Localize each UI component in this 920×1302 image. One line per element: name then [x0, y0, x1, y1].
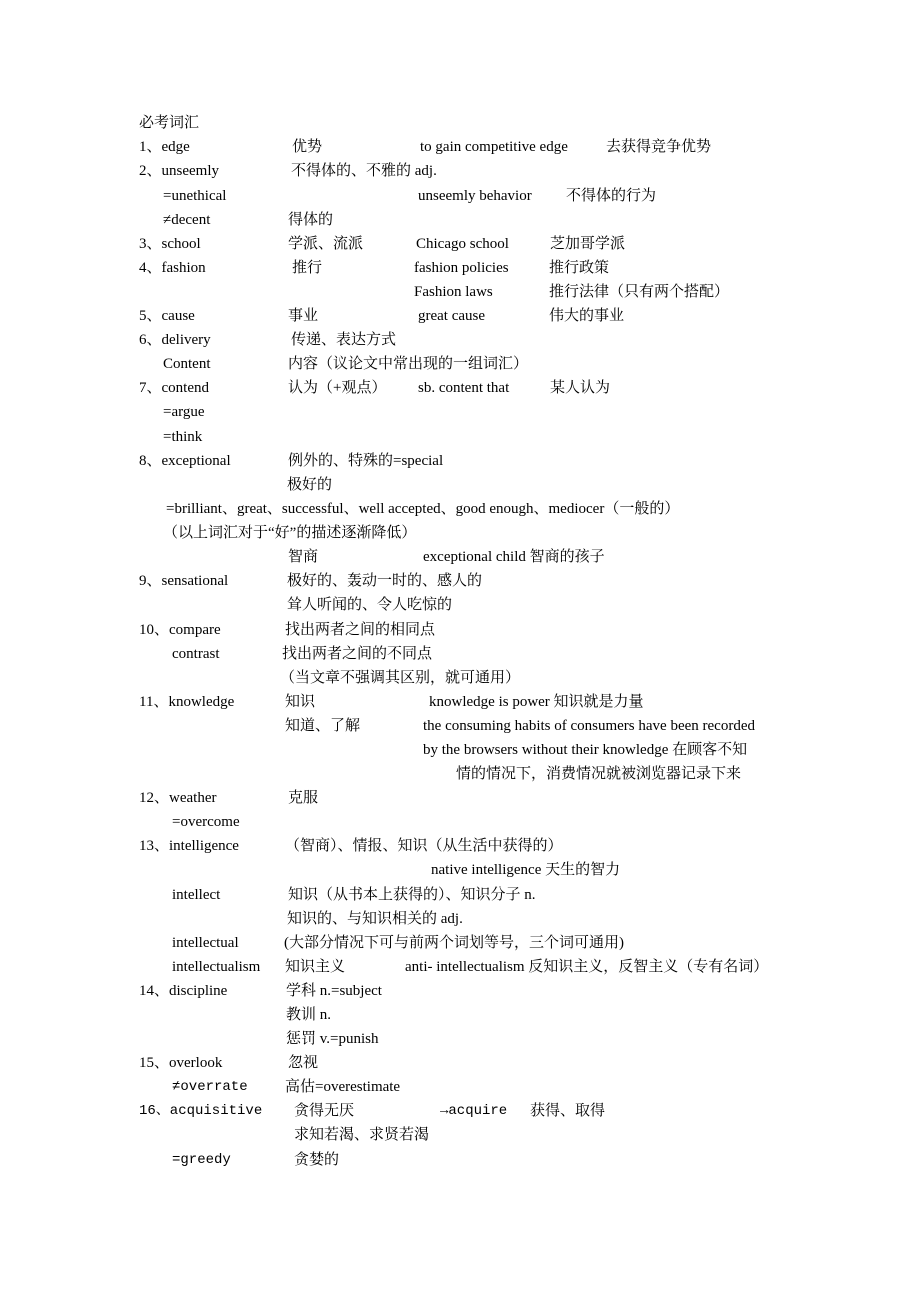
- entry-6-meaning: 传递、表达方式: [291, 332, 397, 348]
- entry-13-intellectualism-word: intellectualism: [172, 959, 261, 975]
- entry-2-phrase-meaning: 不得体的行为: [566, 188, 657, 204]
- entry-16-derived-meaning: 获得、取得: [530, 1103, 606, 1119]
- entry-8-synonym-line: =brilliant、great、successful、well accepted、good enough、mediocer（一般的）: [166, 501, 680, 517]
- entry-15-antonym: ≠overrate: [172, 1079, 248, 1095]
- entry-4-phrase-1-meaning: 推行政策: [549, 260, 610, 276]
- entry-7-phrase-meaning: 某人认为: [550, 380, 611, 396]
- entry-8-meaning-3: 智商: [288, 549, 319, 565]
- entry-11-word: 11、knowledge: [139, 694, 235, 710]
- entry-12-word: 12、weather: [139, 790, 217, 806]
- entry-13-intellect-word: intellect: [172, 887, 221, 903]
- entry-10-related-word: contrast: [172, 646, 220, 662]
- entry-11-meaning-2: 知道、了解: [285, 718, 361, 734]
- entry-14-meaning-2: 教训 n.: [286, 1007, 332, 1023]
- entry-2-antonym-meaning: 得体的: [288, 212, 334, 228]
- entry-1-meaning: 优势: [292, 139, 323, 155]
- entry-2-synonym: =unethical: [163, 188, 227, 204]
- entry-4-word: 4、fashion: [139, 260, 206, 276]
- entry-1-word: 1、edge: [139, 139, 190, 155]
- entry-2-phrase: unseemly behavior: [418, 188, 532, 204]
- entry-14-meaning-1: 学科 n.=subject: [286, 983, 382, 999]
- entry-1-phrase-meaning: 去获得竞争优势: [606, 139, 712, 155]
- entry-15-meaning: 忽视: [288, 1055, 319, 1071]
- entry-11-meaning-1: 知识: [285, 694, 316, 710]
- entry-3-phrase-meaning: 芝加哥学派: [550, 236, 626, 252]
- entry-2-meaning: 不得体的、不雅的 adj.: [291, 163, 437, 179]
- entry-13-phrase: native intelligence 天生的智力: [431, 862, 621, 878]
- entry-6-related-meaning: 内容（议论文中常出现的一组词汇）: [288, 356, 529, 372]
- entry-13-intellectual-word: intellectual: [172, 935, 239, 951]
- entry-8-word: 8、exceptional: [139, 453, 231, 469]
- entry-16-synonym: =greedy: [172, 1152, 231, 1168]
- entry-13-word: 13、intelligence: [139, 838, 239, 854]
- entry-4-phrase-1: fashion policies: [414, 260, 509, 276]
- entry-9-meaning-1: 极好的、轰动一时的、感人的: [287, 573, 483, 589]
- entry-10-word: 10、compare: [139, 622, 221, 638]
- entry-5-meaning: 事业: [288, 308, 319, 324]
- entry-6-word: 6、delivery: [139, 332, 211, 348]
- entry-4-phrase-2: Fashion laws: [414, 284, 493, 300]
- entry-3-meaning: 学派、流派: [288, 236, 364, 252]
- entry-7-phrase: sb. content that: [418, 380, 510, 396]
- entry-3-phrase: Chicago school: [416, 236, 509, 252]
- entry-10-meaning: 找出两者之间的相同点: [285, 622, 436, 638]
- entry-11-example-line-3: 情的情况下，消费情况就被浏览器记录下来: [456, 766, 742, 782]
- entry-6-related-word: Content: [163, 356, 211, 372]
- entry-8-meaning-2: 极好的: [287, 477, 333, 493]
- entry-15-antonym-meaning: 高估=overestimate: [285, 1079, 401, 1095]
- entry-2-antonym: ≠decent: [163, 212, 211, 228]
- entry-10-related-meaning: 找出两者之间的不同点: [282, 646, 433, 662]
- entry-11-example-line-2: by the browsers without their knowledge 在顾客不知: [423, 742, 748, 758]
- entry-13-intellectualism-meaning: 知识主义: [285, 959, 346, 975]
- entry-16-meaning-2: 求知若渴、求贤若渴: [294, 1127, 430, 1143]
- entry-13-intellectual-meaning: (大部分情况下可与前两个词划等号，三个词可通用): [284, 935, 624, 951]
- entry-13-intellectualism-phrase: anti- intellectualism 反知识主义，反智主义（专有名词）: [405, 959, 769, 975]
- entry-8-phrase: exceptional child 智商的孩子: [423, 549, 605, 565]
- entry-16-meaning-1: 贪得无厌: [294, 1103, 355, 1119]
- entry-11-phrase-1: knowledge is power 知识就是力量: [429, 694, 644, 710]
- entry-12-meaning: 克服: [288, 790, 319, 806]
- entry-4-phrase-2-meaning: 推行法律（只有两个搭配）: [549, 284, 730, 300]
- entry-16-synonym-meaning: 贪婪的: [294, 1152, 340, 1168]
- entry-14-meaning-3: 惩罚 v.=punish: [286, 1031, 379, 1047]
- entry-13-intellect-meaning-2: 知识的、与知识相关的 adj.: [287, 911, 463, 927]
- entry-7-word: 7、contend: [139, 380, 209, 396]
- entry-9-meaning-2: 耸人听闻的、令人吃惊的: [287, 597, 453, 613]
- entry-5-word: 5、cause: [139, 308, 195, 324]
- entry-10-note: （当文章不强调其区别，就可通用）: [280, 670, 521, 686]
- entry-7-synonym-2: =think: [163, 429, 203, 445]
- entry-15-word: 15、overlook: [139, 1055, 223, 1071]
- entry-7-meaning: 认为（+观点）: [288, 380, 387, 396]
- entry-2-word: 2、unseemly: [139, 163, 219, 179]
- entry-7-synonym-1: =argue: [163, 404, 205, 420]
- entry-9-word: 9、sensational: [139, 573, 229, 589]
- entry-13-meaning: （智商）、情报、知识（从生活中获得的）: [285, 838, 563, 854]
- entry-16-word: 16、acquisitive: [139, 1103, 263, 1119]
- entry-3-word: 3、school: [139, 236, 201, 252]
- entry-8-meaning-1: 例外的、特殊的=special: [288, 453, 444, 469]
- entry-13-intellect-meaning-1: 知识（从书本上获得的）、知识分子 n.: [288, 887, 536, 903]
- entry-14-word: 14、discipline: [139, 983, 228, 999]
- entry-5-phrase: great cause: [418, 308, 486, 324]
- entry-16-derived-word: →acquire: [440, 1103, 508, 1119]
- page-title: 必考词汇: [139, 115, 200, 131]
- entry-4-meaning: 推行: [292, 260, 323, 276]
- entry-11-example-line-1: the consuming habits of consumers have been recorded: [423, 718, 755, 734]
- entry-5-phrase-meaning: 伟大的事业: [549, 308, 625, 324]
- entry-12-synonym: =overcome: [172, 814, 240, 830]
- entry-1-phrase: to gain competitive edge: [420, 139, 568, 155]
- entry-8-note: （以上词汇对于“好”的描述逐渐降低）: [163, 525, 417, 541]
